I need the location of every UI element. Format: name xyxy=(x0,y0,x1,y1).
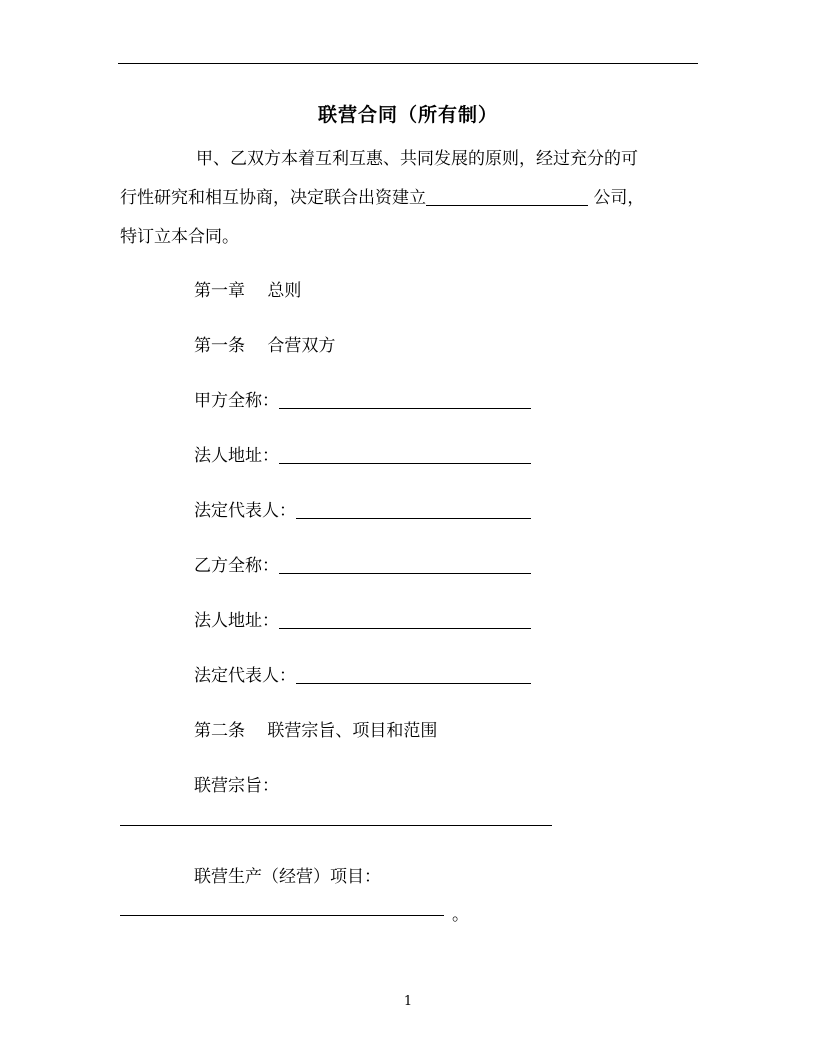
party-b-rep-label: 法定代表人： xyxy=(194,666,296,686)
party-b-name-row xyxy=(194,551,531,576)
company-name-blank[interactable] xyxy=(426,187,588,206)
project-end-mark: 。 xyxy=(452,905,469,925)
party-b-address-label: 法人地址： xyxy=(194,611,279,631)
project-label: 联营生产（经营）项目： xyxy=(194,867,381,887)
party-a-rep-row xyxy=(194,496,531,521)
article-1-heading: 第一条 合营双方 xyxy=(194,336,336,356)
party-a-address-label: 法人地址： xyxy=(194,446,279,466)
header-rule xyxy=(118,63,698,64)
intro-paragraph-line-3: 特订立本合同。 xyxy=(120,227,239,247)
chapter-heading: 第一章 总则 xyxy=(194,281,302,301)
party-b-address-blank[interactable] xyxy=(279,610,531,629)
party-a-address-row xyxy=(194,441,531,466)
party-a-address-blank[interactable] xyxy=(279,445,531,464)
document-title: 联营合同（所有制） xyxy=(317,104,498,126)
party-a-name-label: 甲方全称： xyxy=(194,391,279,411)
intro-paragraph-line-1: 甲、乙双方本着互利互惠、共同发展的原则，经过充分的可 xyxy=(196,149,638,169)
purpose-blank[interactable] xyxy=(120,825,552,826)
party-b-address-row xyxy=(194,606,531,631)
party-a-name-blank[interactable] xyxy=(279,390,531,409)
party-b-name-blank[interactable] xyxy=(279,555,531,574)
party-a-rep-blank[interactable] xyxy=(296,500,531,519)
party-b-name-label: 乙方全称： xyxy=(194,556,279,576)
party-a-name-row xyxy=(194,386,531,411)
project-blank[interactable] xyxy=(120,915,444,916)
party-b-rep-blank[interactable] xyxy=(296,665,531,684)
intro-paragraph-line-2 xyxy=(120,183,644,208)
party-b-rep-row xyxy=(194,661,531,686)
article-2-heading: 第二条 联营宗旨、项目和范围 xyxy=(194,721,438,741)
page-number: 1 xyxy=(403,994,413,1009)
purpose-label: 联营宗旨： xyxy=(194,776,279,796)
party-a-rep-label: 法定代表人： xyxy=(194,501,296,521)
intro-line-2-text: 行性研究和相互协商，决定联合出资建立 xyxy=(120,188,426,208)
intro-line-2-suffix: 公司， xyxy=(588,188,645,208)
